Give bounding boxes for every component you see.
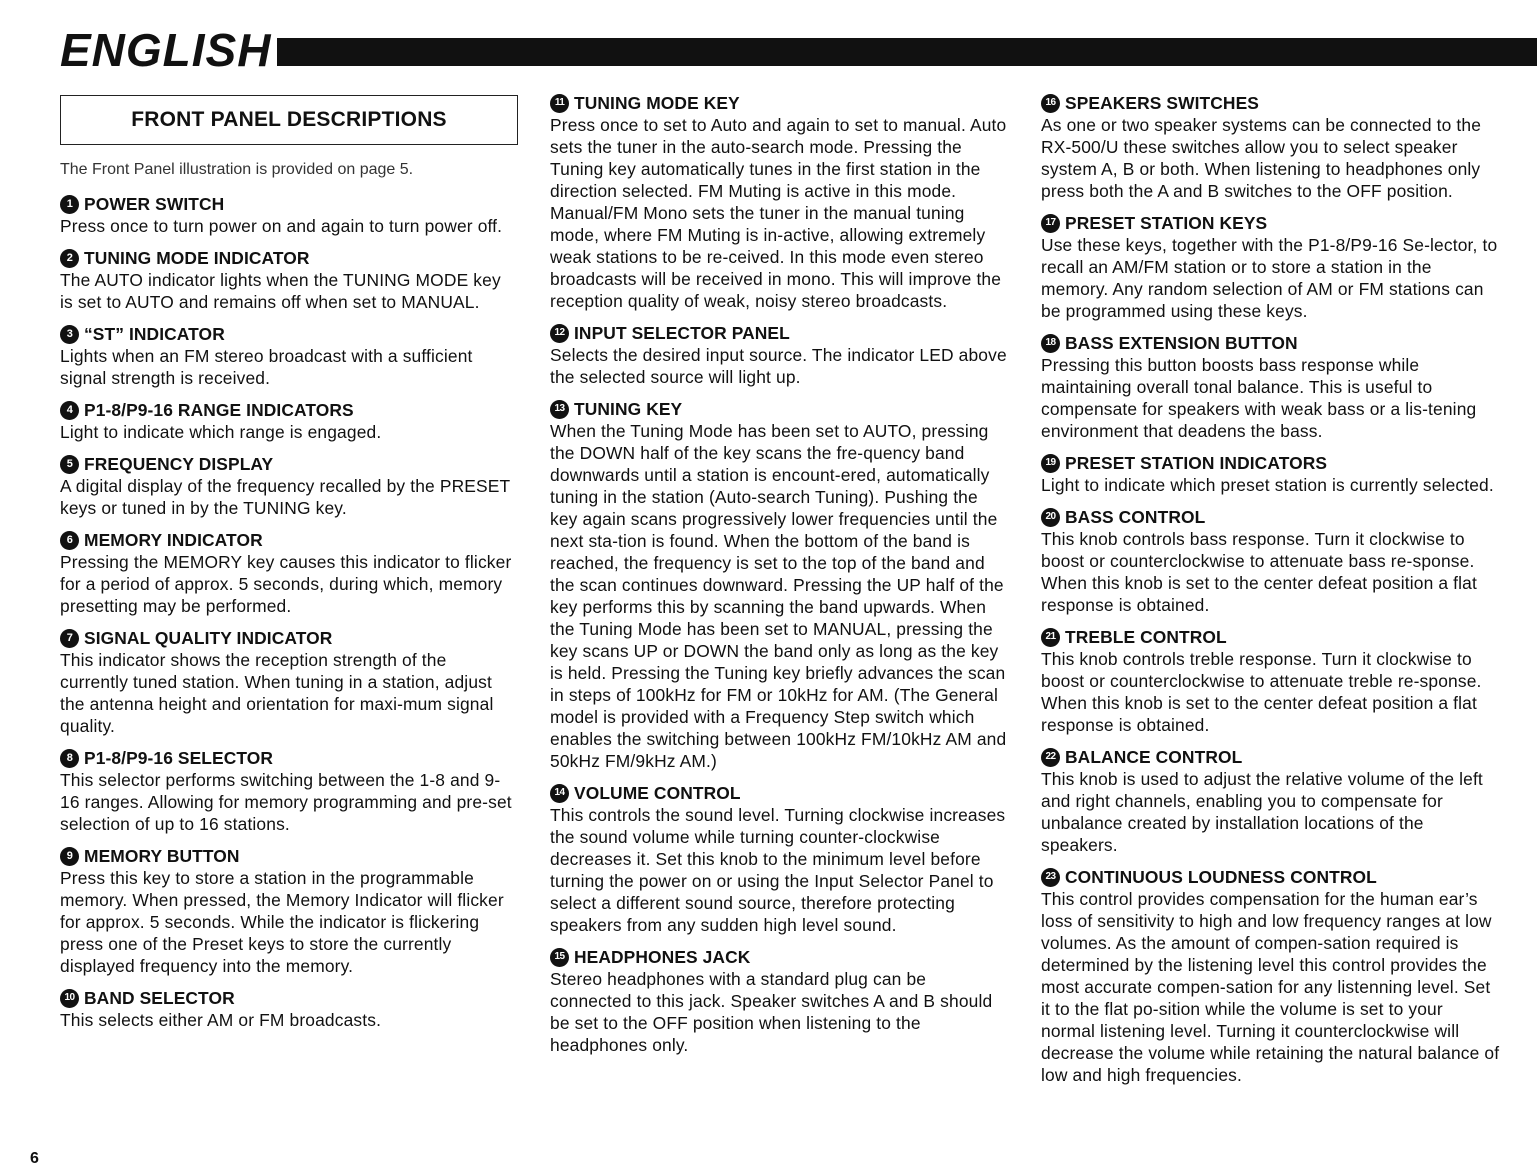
item-heading: [60, 529, 518, 551]
item-title: BAND SELECTOR: [84, 988, 235, 1008]
item-heading: [1041, 506, 1501, 528]
item-title: BASS CONTROL: [1065, 507, 1206, 527]
item-description: Press once to set to Auto and again to set to manual. Auto sets the tuner in the auto-search mode. Pressing the Tuning key automatically tunes in the first station in the direction selected. FM Muting is active in this mode. Manual/FM Mono sets the tuner in the manual tuning mode, where FM Muting is in-active, allowing extremely weak stations to be re-ceived. In this mode even stereo broadcasts will be received in mono. This will improve the reception quality of weak, noisy stereo broadcasts.: [550, 115, 1007, 311]
item-title: HEADPHONES JACK: [574, 947, 751, 967]
item-description: Press this key to store a station in the programmable memory. When pressed, the Memory Indicator will flicker for approx. 5 seconds. While the indicator is flickering press one of the Preset keys to store the currently displayed frequency into the memory.: [60, 868, 504, 976]
item-number-badge: 10: [60, 989, 79, 1008]
item-heading: [550, 946, 1010, 968]
item-description: Use these keys, together with the P1-8/P9-16 Se-lector, to recall an AM/FM station or to store a station in the memory. Any random selection of AM or FM stations can be programmed using these keys.: [1041, 235, 1498, 321]
item-description: Selects the desired input source. The indicator LED above the selected source will light up.: [550, 345, 1007, 387]
item-number-badge: 3: [60, 325, 79, 344]
item-heading: [550, 322, 1010, 344]
column-3-sections: [1041, 92, 1501, 1086]
item-heading: [1041, 332, 1501, 354]
item-heading: [60, 193, 518, 215]
item-description: This controls the sound level. Turning clockwise increases the sound volume while turning counter-clockwise decreases it. Set this knob to the minimum level before turning the power on or using the Input Selector Panel to select a different sound source, therefore protecting speakers from any sudden high level sound.: [550, 805, 1006, 935]
item-heading: [60, 247, 518, 269]
item-description: When the Tuning Mode has been set to AUTO, pressing the DOWN half of the key scans the fre-quency band downwards until a station is encount-ered, automatically tuning in the station (Auto-search Tuning). Pushing the key again scans progressively lower frequencies until the next sta-tion is found. When the bottom of the band is reached, the frequency is set to the top of the band and the scan continues downward. Pressing the UP half of the key performs this by scanning the band upwards. When the Tuning Mode has been set to MANUAL, pressing the key scans UP or DOWN the band only as long as the key is held. Pressing the Tuning key briefly advances the scan in steps of 100kHz for FM or 10kHz for AM. (The General model is provided with a Frequency Step switch which enables the switching between 100kHz FM/10kHz AM and 50kHz FM/9kHz AM.): [550, 421, 1007, 771]
item-description: Light to indicate which range is engaged.: [60, 422, 382, 442]
item-number-badge: 9: [60, 847, 79, 866]
item-number-badge: 7: [60, 629, 79, 648]
item-title: SIGNAL QUALITY INDICATOR: [84, 628, 333, 648]
item-number-badge: 23: [1041, 868, 1060, 887]
page-number: 6: [30, 1150, 39, 1167]
description-item: [1041, 506, 1501, 616]
description-item: [60, 399, 518, 443]
item-description: As one or two speaker systems can be connected to the RX-500/U these switches allow you to select speaker system A, B or both. When listening to headphones only press both the A and B switches to the OFF position.: [1041, 115, 1482, 201]
description-item: [550, 782, 1010, 936]
description-item: [60, 747, 518, 835]
item-number-badge: 17: [1041, 214, 1060, 233]
column-2-sections: [550, 92, 1010, 1056]
item-description: This knob controls treble response. Turn it clockwise to boost or counterclockwise to attenuate treble re-sponse. When this knob is set to the center defeat position a flat response is obtained.: [1041, 649, 1482, 735]
description-item: [550, 92, 1010, 312]
item-description: Lights when an FM stereo broadcast with a sufficient signal strength is received.: [60, 346, 473, 388]
item-number-badge: 20: [1041, 508, 1060, 527]
description-item: [550, 946, 1010, 1056]
item-title: TUNING KEY: [574, 399, 683, 419]
description-item: [550, 322, 1010, 388]
item-title: TREBLE CONTROL: [1065, 627, 1227, 647]
item-heading: [1041, 452, 1501, 474]
item-title: TUNING MODE KEY: [574, 93, 740, 113]
description-item: [60, 627, 518, 737]
description-item: [60, 247, 518, 313]
description-item: [1041, 746, 1501, 856]
item-title: CONTINUOUS LOUDNESS CONTROL: [1065, 867, 1377, 887]
item-title: SPEAKERS SWITCHES: [1065, 93, 1259, 113]
item-description: Light to indicate which preset station is currently selected.: [1041, 475, 1494, 495]
item-number-badge: 8: [60, 749, 79, 768]
item-heading: [60, 845, 518, 867]
item-title: BASS EXTENSION BUTTON: [1065, 333, 1298, 353]
item-title: FREQUENCY DISPLAY: [84, 454, 274, 474]
item-heading: [60, 323, 518, 345]
section-title-box: FRONT PANEL DESCRIPTIONS: [60, 95, 518, 145]
item-number-badge: 11: [550, 94, 569, 113]
item-number-badge: 6: [60, 531, 79, 550]
item-description: Pressing this button boosts bass response while maintaining overall tonal balance. This is useful to compensate for speakers with weak bass or a lis-tening environment that deadens the bass.: [1041, 355, 1477, 441]
item-number-badge: 4: [60, 401, 79, 420]
item-number-badge: 19: [1041, 454, 1060, 473]
item-title: VOLUME CONTROL: [574, 783, 741, 803]
item-description: This selects either AM or FM broadcasts.: [60, 1010, 382, 1030]
item-title: “ST” INDICATOR: [84, 324, 225, 344]
item-description: This control provides compensation for the human ear’s loss of sensitivity to high and low frequency ranges at low volumes. As the amount of compen-sation required is determined by the listening level this control provides the most accurate compen-sation for any listenning level. Set it to the flat po-sition while the volume is set to your normal listening level. Turning it counterclockwise will decrease the volume while retaining the natural balance of low and high frequencies.: [1041, 889, 1500, 1085]
item-number-badge: 1: [60, 195, 79, 214]
item-number-badge: 16: [1041, 94, 1060, 113]
column-3: [1041, 92, 1501, 1096]
item-title: MEMORY BUTTON: [84, 846, 240, 866]
item-title: PRESET STATION KEYS: [1065, 213, 1268, 233]
column-1: [60, 92, 518, 1041]
item-heading: [60, 987, 518, 1009]
item-title: INPUT SELECTOR PANEL: [574, 323, 790, 343]
item-heading: [1041, 866, 1501, 888]
item-title: PRESET STATION INDICATORS: [1065, 453, 1328, 473]
item-heading: [60, 627, 518, 649]
header-rule: [277, 38, 1537, 66]
intro-text: The Front Panel illustration is provided on page 5.: [60, 161, 414, 178]
description-item: [550, 398, 1010, 772]
item-heading: [1041, 92, 1501, 114]
description-item: [1041, 626, 1501, 736]
description-item: [1041, 452, 1501, 496]
description-item: [60, 845, 518, 977]
item-description: Press once to turn power on and again to turn power off.: [60, 216, 503, 236]
item-title: BALANCE CONTROL: [1065, 747, 1243, 767]
item-number-badge: 15: [550, 948, 569, 967]
item-heading: [60, 747, 518, 769]
item-heading: [550, 782, 1010, 804]
page-header: [60, 24, 1537, 76]
item-number-badge: 18: [1041, 334, 1060, 353]
item-heading: [550, 398, 1010, 420]
item-description: Stereo headphones with a standard plug can be connected to this jack. Speaker switches A and B should be set to the OFF position when listening to the headphones only.: [550, 969, 993, 1055]
item-heading: [550, 92, 1010, 114]
description-item: [1041, 212, 1501, 322]
description-item: [1041, 92, 1501, 202]
item-number-badge: 14: [550, 784, 569, 803]
description-item: [60, 453, 518, 519]
item-description: This indicator shows the reception strength of the currently tuned station. When tuning in a station, adjust the antenna height and orientation for maxi-mum signal quality.: [60, 650, 494, 736]
item-title: P1-8/P9-16 SELECTOR: [84, 748, 274, 768]
description-item: [60, 987, 518, 1031]
item-number-badge: 21: [1041, 628, 1060, 647]
item-title: TUNING MODE INDICATOR: [84, 248, 310, 268]
column-2: [550, 92, 1010, 1066]
item-heading: [1041, 212, 1501, 234]
description-item: [1041, 866, 1501, 1086]
item-title: P1-8/P9-16 RANGE INDICATORS: [84, 400, 354, 420]
item-heading: [1041, 626, 1501, 648]
item-description: This knob is used to adjust the relative volume of the left and right channels, enabling you to compensate for unbalance created by installation locations of the speakers.: [1041, 769, 1483, 855]
item-description: The AUTO indicator lights when the TUNING MODE key is set to AUTO and remains off when set to MANUAL.: [60, 270, 501, 312]
item-description: This selector performs switching between the 1-8 and 9-16 ranges. Allowing for memory programming and pre-set selection of up to 16 stations.: [60, 770, 512, 834]
description-item: [60, 323, 518, 389]
item-number-badge: 22: [1041, 748, 1060, 767]
item-number-badge: 12: [550, 324, 569, 343]
item-description: This knob controls bass response. Turn it clockwise to boost or counterclockwise to attenuate bass re-sponse. When this knob is set to the center defeat position a flat response is obtained.: [1041, 529, 1477, 615]
item-heading: [60, 453, 518, 475]
description-item: [1041, 332, 1501, 442]
item-number-badge: 5: [60, 455, 79, 474]
item-number-badge: 2: [60, 249, 79, 268]
description-item: [60, 529, 518, 617]
item-description: Pressing the MEMORY key causes this indicator to flicker for a period of approx. 5 seconds, during which, memory presetting may be performed.: [60, 552, 512, 616]
language-title: ENGLISH: [60, 24, 272, 76]
item-title: MEMORY INDICATOR: [84, 530, 263, 550]
item-description: A digital display of the frequency recalled by the PRESET keys or tuned in by the TUNING key.: [60, 476, 511, 518]
item-number-badge: 13: [550, 400, 569, 419]
description-item: [60, 193, 518, 237]
item-heading: [1041, 746, 1501, 768]
item-title: POWER SWITCH: [84, 194, 225, 214]
column-1-sections: [60, 193, 518, 1031]
item-heading: [60, 399, 518, 421]
